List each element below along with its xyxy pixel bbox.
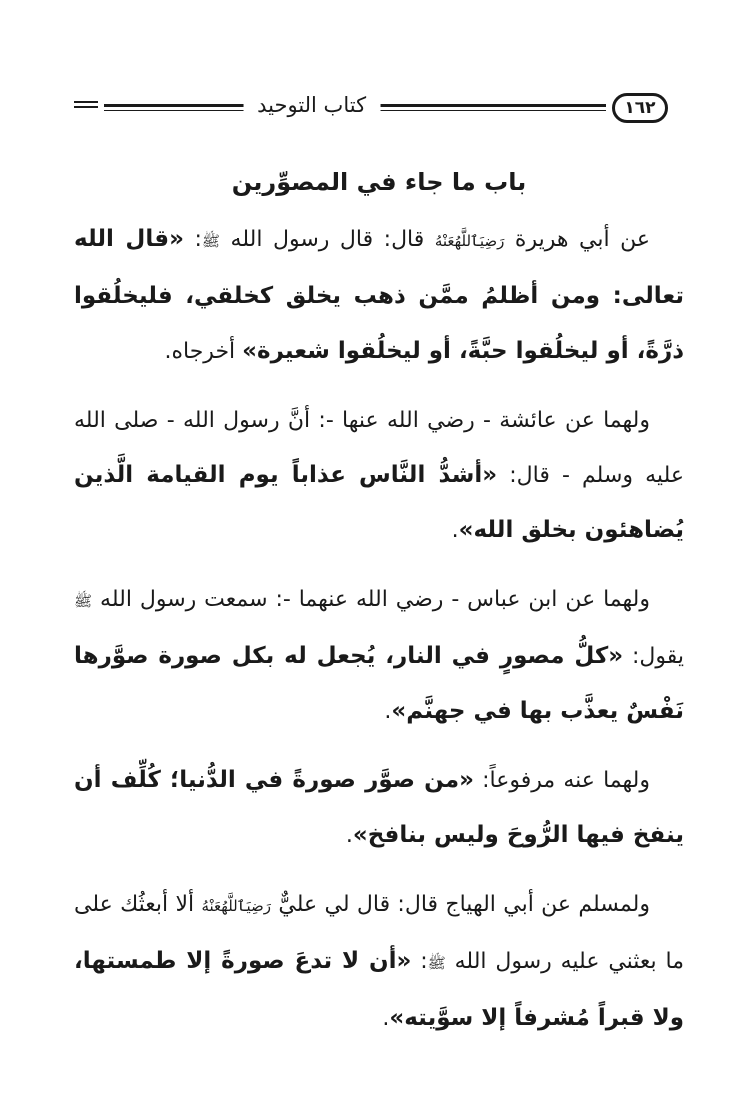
- hadith-paragraph-abu-hurayra: [74, 212, 684, 379]
- narration-text: ولمسلم عن أبي الهياج قال: قال لي عليٌّ: [271, 892, 650, 917]
- narration-text: قال: قال رسول الله: [220, 227, 435, 252]
- narration-text: .: [451, 518, 459, 543]
- hadith-paragraph-abu-al-hayyaj: [74, 877, 684, 1046]
- book-title: كتاب التوحيد: [243, 90, 380, 120]
- narration-text: ولهما عن عائشة - رضي الله عنها -: أنَّ رسول الله - صلى الله عليه وسلم - قال:: [74, 408, 684, 488]
- honorific-radiallahu: رَضِيَٱللَّهُعَنْهُ: [434, 232, 505, 250]
- honorific-salawat: ﷺ: [201, 232, 220, 250]
- honorific-salawat: ﷺ: [427, 954, 446, 972]
- narration-text: :: [411, 949, 428, 974]
- chapter-heading: باب ما جاء في المصوِّرين: [231, 168, 527, 196]
- header-dash-ornament: [74, 101, 98, 111]
- hadith-paragraph-aisha: [74, 393, 684, 558]
- narration-text: .: [382, 1006, 390, 1031]
- narration-text: عن أبي هريرة: [504, 227, 650, 252]
- page-body: [74, 212, 684, 1060]
- running-header: [74, 93, 668, 127]
- hadith-quote: «قال الله تعالى: ومن أظلمُ ممَّن ذهب يخلق كخلقي، فليخلُقوا ذرَّةً، أو ليخلُقوا حبَّةً، أو ليخلُقوا شعيرة»: [74, 226, 684, 364]
- hadith-quote: «أن لا تدعَ صورةً إلا طمستها، ولا قبراً مُشرفاً إلا سوَّيته»: [74, 948, 684, 1031]
- narration-text: ألا أبعثُك على ما بعثني عليه رسول الله: [74, 892, 685, 974]
- narration-text: ولهما عنه مرفوعاً:: [473, 768, 650, 793]
- hadith-quote: «أشدُّ النَّاس عذاباً يوم القيامة الَّذين يُضاهئون بخلق الله»: [74, 462, 684, 543]
- narration-text: .: [345, 823, 353, 848]
- hadith-paragraph-marfu: [74, 753, 684, 863]
- hadith-quote: «كلُّ مصورٍ في النار، يُجعل له بكل صورة صوَّرها نَفْسٌ يعذَّب بها في جهنَّم»: [74, 643, 684, 724]
- narration-text: ولهما عن ابن عباس - رضي الله عنهما -: سمعت رسول الله: [92, 587, 650, 612]
- narration-text: .: [384, 699, 392, 724]
- narration-text: :: [183, 227, 202, 252]
- narration-text: أخرجاه.: [164, 339, 243, 364]
- honorific-salawat: ﷺ: [74, 592, 93, 610]
- page-number: ١٦٢: [612, 93, 668, 123]
- narration-text: يقول:: [623, 644, 684, 669]
- honorific-radiallahu: رَضِيَٱللَّهُعَنْهُ: [201, 897, 272, 915]
- hadith-paragraph-ibn-abbas: [74, 572, 684, 739]
- hadith-quote: «من صوَّر صورةً في الدُّنيا؛ كُلِّف أن ينفخ فيها الرُّوحَ وليس بنافخ»: [74, 767, 684, 848]
